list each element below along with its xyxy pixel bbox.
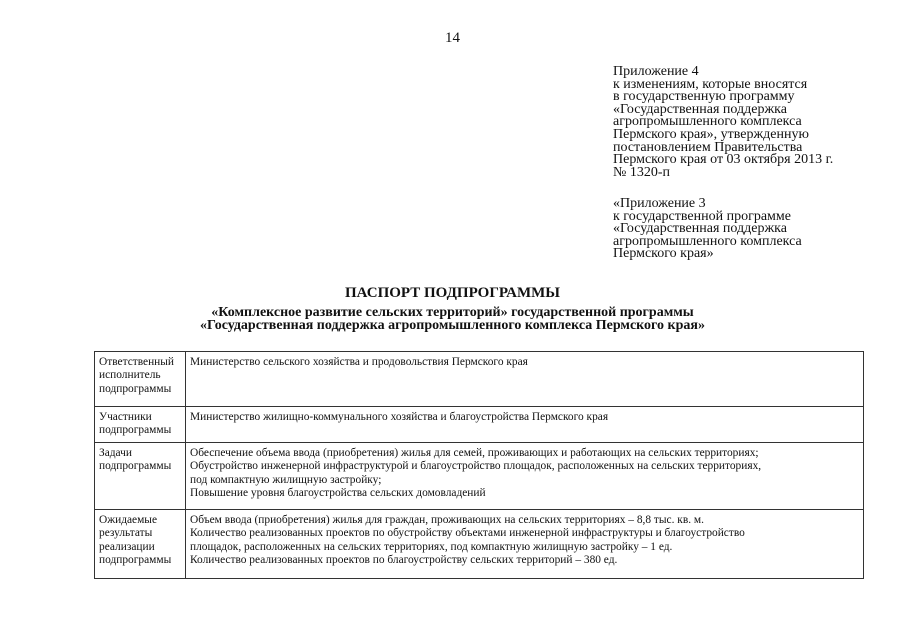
table-row [95, 443, 864, 510]
row-value-line: площадок, расположенных на сельских территориях, под компактную жилищную застройку – 1 ед. [190, 540, 673, 553]
row-value-line: Количество реализованных проектов по благоустройству сельских территорий – 380 ед. [190, 554, 618, 567]
row-value-line: Количество реализованных проектов по обустройству объектами инженерной инфраструктуры и благоустройство [190, 527, 745, 540]
row-label-cell [95, 352, 186, 407]
appendix-3-line: «Государственная поддержка [613, 221, 787, 237]
row-label-line: Ожидаемые [99, 514, 158, 526]
row-label-line: подпрограммы [99, 382, 172, 395]
subtitle-line: «Комплексное развитие сельских территорий» государственной программы [211, 305, 694, 320]
appendix-3-block [613, 198, 883, 261]
row-value-line: Министерство жилищно-коммунального хозяйства и благоустройства Пермского края [190, 411, 609, 423]
appendix-4-line: № 1320-п [613, 164, 671, 180]
page-number: 14 [445, 30, 460, 46]
row-value-cell [186, 407, 864, 443]
row-label-line: подпрограммы [99, 554, 172, 567]
document-subtitle [0, 306, 905, 332]
row-label-line: Ответственный [99, 356, 175, 368]
appendix-4-line: постановлением Правительства [613, 139, 803, 155]
appendix-4-block [613, 66, 883, 179]
row-value-line: Повышение уровня благоустройства сельских домовладений [190, 487, 486, 500]
table-row [95, 407, 864, 443]
table-row [95, 510, 864, 579]
row-label-line: Участники [99, 411, 152, 423]
row-value-line: Обеспечение объема ввода (приобретения) жилья для семей, проживающих и работающих на сельских территориях; [190, 447, 759, 459]
appendix-4-line: в государственную программу [613, 89, 795, 105]
document-title: ПАСПОРТ ПОДПРОГРАММЫ [344, 285, 560, 301]
appendix-3-line: Пермского края» [613, 246, 714, 262]
row-value-cell [186, 510, 864, 579]
row-label-line: Задачи [99, 447, 132, 459]
appendix-3-line: «Приложение 3 [613, 196, 706, 211]
table-row [95, 352, 864, 407]
appendix-4-line: Пермского края», утвержденную [613, 126, 809, 142]
row-value-cell [186, 443, 864, 510]
row-label-cell [95, 407, 186, 443]
appendix-4-line: к изменениям, которые вносятся [613, 76, 808, 92]
row-value-line: Объем ввода (приобретения) жилья для граждан, проживающих на сельских территориях – 8,8 тыс. кв. м. [190, 514, 704, 526]
row-label-line: результаты [99, 527, 153, 540]
appendix-4-line: «Государственная поддержка [613, 101, 787, 117]
row-value-line: Обустройство инженерной инфраструктурой и благоустройство площадок, расположенных на сельских территориях, [190, 460, 762, 473]
row-label-cell [95, 443, 186, 510]
appendix-3-line: агропромышленного комплекса [613, 233, 802, 249]
passport-table [94, 351, 864, 579]
appendix-4-line: агропромышленного комплекса [613, 114, 802, 130]
row-label-cell [95, 510, 186, 579]
row-value-cell [186, 352, 864, 407]
row-label-line: реализации [99, 540, 155, 553]
appendix-4-line: Пермского края от 03 октября 2013 г. [613, 152, 834, 168]
row-label-line: подпрограммы [99, 424, 172, 437]
appendix-4-line: Приложение 4 [613, 64, 699, 79]
appendix-3-line: к государственной программе [613, 208, 791, 224]
row-value-line: под компактную жилищную застройку; [190, 473, 382, 486]
subtitle-line: «Государственная поддержка агропромышленного комплекса Пермского края» [200, 318, 705, 333]
row-label-line: подпрограммы [99, 460, 172, 473]
row-value-line: Министерство сельского хозяйства и продовольствия Пермского края [190, 356, 528, 368]
row-label-line: исполнитель [99, 369, 161, 382]
